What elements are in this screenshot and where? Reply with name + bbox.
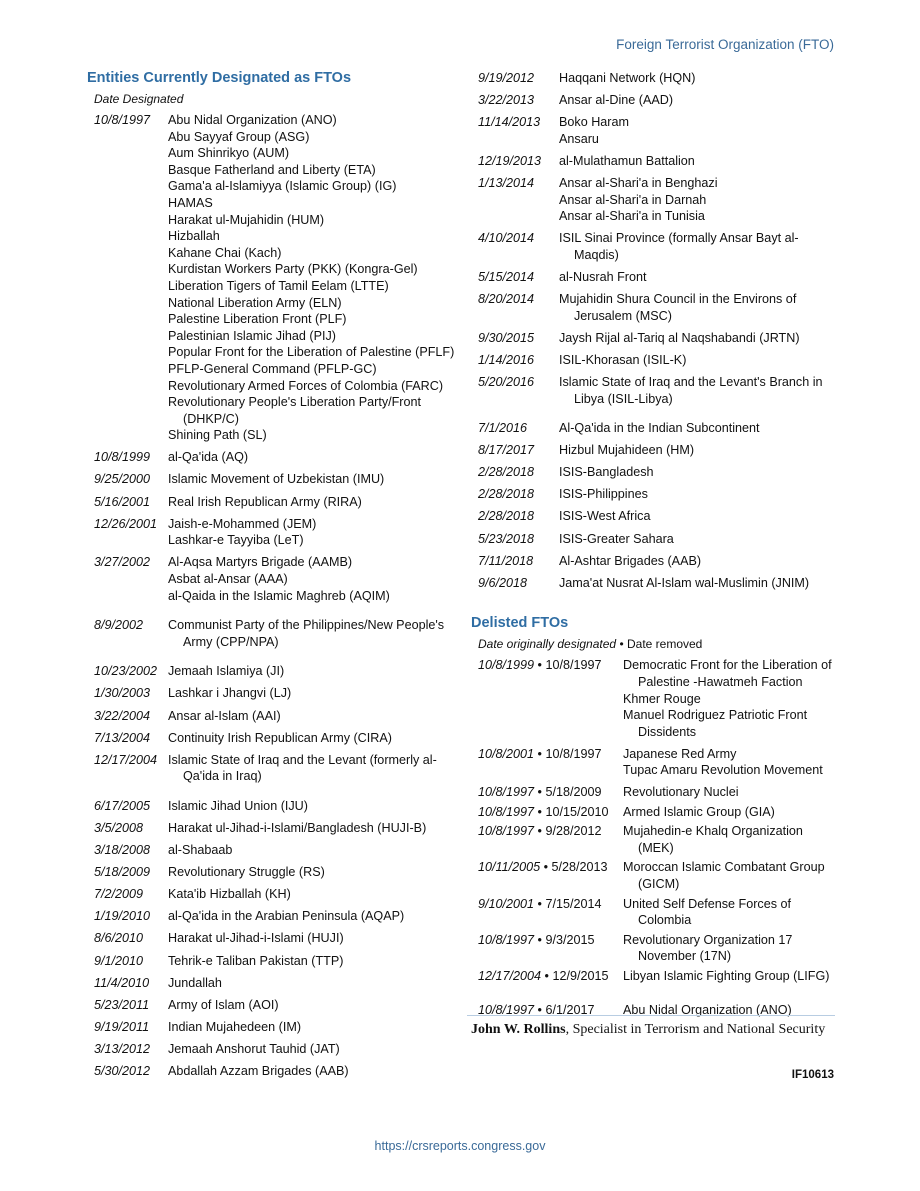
designation-date: 5/16/2001 [94,494,151,509]
delisted-row [471,657,837,740]
fto-names [559,486,837,503]
fto-name: Islamic State of Iraq and the Levant's Branch in Libya (ISIL-Libya) [559,374,823,406]
delisted-fto-heading: Delisted FTOs [471,615,569,632]
delisted-row [471,859,837,892]
fto-name: Ansar al-Islam (AAI) [168,708,281,723]
fto-name: Hizballah [168,229,220,244]
current-fto-left-column [87,70,457,1080]
fto-row [471,486,837,503]
removal-date: • 6/1/2017 [537,1002,595,1017]
fto-names [168,1019,457,1036]
delisted-row [471,932,837,965]
fto-row [87,953,457,970]
fto-row [471,575,837,592]
fto-names [559,352,837,369]
designation-date: 7/2/2009 [94,887,144,902]
fto-row [471,508,837,525]
fto-row [471,230,837,263]
fto-name: Al-Qa'ida in the Indian Subcontinent [559,421,760,436]
fto-names [559,508,837,525]
fto-name: al-Qaida in the Islamic Maghreb (AQIM) [168,588,390,603]
fto-names [559,420,837,437]
fto-name: al-Mulathamun Battalion [559,153,695,168]
delisted-name: Manuel Rodriguez Patriotic Front Dissidents [623,708,808,739]
fto-row [87,516,457,549]
removal-date: • 10/15/2010 [537,804,609,819]
designation-date: 12/17/2004 [94,752,158,767]
fto-row [471,269,837,286]
fto-row [87,930,457,947]
fto-name: Abu Nidal Organization (ANO) [168,113,337,127]
designation-date: 9/19/2012 [478,71,535,85]
delisted-name: Mujahedin-e Khalq Organization (MEK) [623,824,803,855]
current-fto-heading: Entities Currently Designated as FTOs [87,70,352,86]
delisted-dates [471,896,623,929]
fto-row [87,997,457,1014]
fto-name: Abu Sayyaf Group (ASG) [168,129,310,144]
designation-date: 3/22/2013 [478,93,535,108]
fto-names [168,975,457,992]
fto-name: Asbat al-Ansar (AAA) [168,571,288,586]
fto-row [471,92,837,109]
fto-names [168,864,457,881]
running-title: Foreign Terrorist Organization (FTO) [616,37,834,52]
fto-names [559,291,837,324]
fto-row [87,1019,457,1036]
fto-name: ISIS-Philippines [559,487,648,502]
delisted-names [623,968,837,985]
fto-name: Hizbul Mujahideen (HM) [559,443,695,458]
delisted-name: United Self Defense Forces of Colombia [623,896,791,928]
original-designation-date: 10/8/1997 [478,1002,535,1017]
original-designation-date: 10/8/1997 [478,824,535,839]
delisted-dates [471,657,623,740]
designation-date: 7/13/2004 [94,730,151,745]
fto-name: Harakat ul-Jihad-i-Islami/Bangladesh (HUJI-B) [168,820,427,835]
fto-row [471,420,837,437]
fto-name: Islamic Movement of Uzbekistan (IMU) [168,472,385,487]
designation-date: 7/11/2018 [478,553,534,568]
delisted-names [623,859,837,892]
fto-row [87,685,457,702]
delisted-names [623,896,837,929]
fto-name: Harakat ul-Jihad-i-Islami (HUJI) [168,931,344,946]
fto-name: Ansaru [559,131,599,146]
fto-row [87,842,457,859]
fto-row [87,471,457,488]
fto-name: Al-Ashtar Brigades (AAB) [559,553,702,568]
fto-names [559,374,837,407]
fto-name: ISIL Sinai Province (formally Ansar Bayt al-Maqdis) [559,231,799,262]
fto-name: Palestine Liberation Front (PLF) [168,312,347,327]
fto-names [168,997,457,1014]
fto-name: Ansar al-Shari'a in Benghazi [559,175,718,190]
delisted-row [471,746,837,779]
fto-row [471,553,837,570]
fto-names [168,516,457,549]
removal-date: • 5/28/2013 [543,860,608,875]
delisted-dates [471,784,623,801]
fto-name: Kahane Chai (Kach) [168,245,282,260]
designation-date: 2/28/2018 [478,509,535,524]
delisted-names [623,657,837,740]
delisted-dates [471,859,623,892]
removal-date: • 9/28/2012 [537,824,602,839]
current-fto-list-right [471,70,837,591]
fto-name: Army of Islam (AOI) [168,997,279,1012]
designation-date: 8/6/2010 [94,931,144,946]
fto-row [87,820,457,837]
fto-name: Ansar al-Shari'a in Darnah [559,192,707,207]
fto-names [559,553,837,570]
fto-row [471,114,837,147]
designation-date: 8/9/2002 [94,618,144,633]
fto-row [471,442,837,459]
author-name: John W. Rollins [471,1022,566,1037]
original-designation-date: 10/8/1997 [478,932,535,947]
fto-name: HAMAS [168,195,213,210]
original-designation-date: 9/10/2001 [478,896,535,911]
fto-row [471,175,837,225]
fto-name: Revolutionary Armed Forces of Colombia (FARC) [168,378,444,393]
original-designation-date: 10/11/2005 [478,860,541,875]
fto-name: Mujahidin Shura Council in the Environs of Jerusalem (MSC) [559,292,797,323]
delisted-name: Revolutionary Nuclei [623,785,739,799]
fto-name: ISIS-Bangladesh [559,465,654,480]
fto-row [87,494,457,511]
delisted-name: Japanese Red Army [623,746,737,761]
fto-names [168,730,457,747]
fto-name: Indian Mujahedeen (IM) [168,1019,302,1034]
fto-name: Jemaah Anshorut Tauhid (JAT) [168,1041,340,1056]
delisted-names [623,784,837,801]
designation-date: 10/23/2002 [94,664,158,679]
fto-name: Kata'ib Hizballah (KH) [168,887,291,902]
fto-row [87,663,457,680]
fto-names [559,230,837,263]
delisted-names [623,823,837,856]
delisted-name: Khmer Rouge [623,691,701,706]
original-designation-date: 10/8/1997 [478,785,535,799]
removal-date: • 5/18/2009 [537,785,602,799]
fto-name: Jama'at Nusrat Al-Islam wal-Muslimin (JNIM) [559,575,810,590]
fto-name: Revolutionary Struggle (RS) [168,865,325,880]
fto-name: Real Irish Republican Army (RIRA) [168,494,362,509]
fto-name: PFLP-General Command (PFLP-GC) [168,361,377,376]
fto-row [471,531,837,548]
delisted-row [471,804,837,821]
delisted-name: Revolutionary Organization 17 November (17N) [623,932,793,964]
delisted-fto-list [471,657,837,1018]
fto-names [168,494,457,511]
fto-name: Liberation Tigers of Tamil Eelam (LTTE) [168,278,389,293]
fto-name: al-Shabaab [168,843,233,858]
fto-row [87,798,457,815]
fto-row [471,464,837,481]
fto-name: Islamic State of Iraq and the Levant (formerly al-Qa'ida in Iraq) [168,752,437,784]
designation-date: 12/26/2001 [94,516,158,531]
fto-names [168,820,457,837]
fto-name: ISIS-Greater Sahara [559,531,674,546]
designation-date: 1/19/2010 [94,909,151,924]
delisted-dates [471,968,623,985]
fto-name: Popular Front for the Liberation of Palestine (PFLF) [168,345,455,360]
right-column [471,70,837,1018]
designation-date: 10/8/1999 [94,450,151,465]
designation-date: 9/19/2011 [94,1019,150,1034]
author-title: , Specialist in Terrorism and National Security [565,1022,826,1037]
removal-date: • 9/3/2015 [537,932,595,947]
fto-name: al-Qa'ida (AQ) [168,450,249,465]
fto-name: Jemaah Islamiya (JI) [168,664,285,679]
fto-name: Boko Haram [559,115,629,130]
author-divider [467,1015,835,1016]
fto-name: ISIS-West Africa [559,509,651,524]
designation-date: 9/1/2010 [94,953,144,968]
current-fto-list-left [87,112,457,1080]
designation-date: 8/17/2017 [478,443,535,458]
fto-names [168,554,457,604]
fto-row [471,352,837,369]
designation-date: 9/30/2015 [478,330,535,345]
fto-names [559,330,837,347]
delisted-dates [471,804,623,821]
fto-row [87,886,457,903]
fto-name: Aum Shinrikyo (AUM) [168,146,290,161]
fto-name: National Liberation Army (ELN) [168,295,342,310]
original-designation-date: 12/17/2004 [478,968,542,983]
fto-names [168,752,457,785]
fto-names [168,1041,457,1058]
designation-date: 5/23/2018 [478,531,535,546]
designation-date: 7/1/2016 [478,421,528,436]
fto-name: Lashkar i Jhangvi (LJ) [168,686,292,701]
delisted-name: Tupac Amaru Revolution Movement [623,763,823,778]
fto-names [559,269,837,286]
fto-names [559,531,837,548]
designation-date: 8/20/2014 [478,292,535,307]
fto-name: Continuity Irish Republican Army (CIRA) [168,730,392,745]
fto-name: Ansar al-Shari'a in Tunisia [559,209,705,224]
document-id: IF10613 [791,1069,834,1081]
fto-names [168,708,457,725]
designation-date: 11/4/2010 [94,975,150,990]
fto-names [168,930,457,947]
removal-date: • 7/15/2014 [537,896,602,911]
fto-name: Haqqani Network (HQN) [559,71,696,85]
removal-date: • 10/8/1997 [537,746,602,761]
designation-date: 9/6/2018 [478,575,528,590]
fto-names [168,112,457,444]
fto-name: Tehrik-e Taliban Pakistan (TTP) [168,953,344,968]
designation-date: 11/14/2013 [478,115,541,130]
fto-name: Shining Path (SL) [168,428,267,443]
delisted-name: Armed Islamic Group (GIA) [623,804,775,819]
date-removed-label: • Date removed [619,637,703,652]
fto-names [559,114,837,147]
fto-row [87,975,457,992]
designation-date: 1/14/2016 [478,352,535,367]
original-designation-date: 10/8/2001 [478,746,535,761]
fto-names [168,449,457,466]
fto-row [87,617,457,650]
delisted-name: Moroccan Islamic Combatant Group (GICM) [623,860,825,891]
fto-names [168,798,457,815]
fto-names [168,663,457,680]
delisted-names [623,804,837,821]
designation-date: 3/18/2008 [94,843,151,858]
fto-names [168,617,457,650]
fto-names [168,685,457,702]
fto-row [471,153,837,170]
fto-name: Abdallah Azzam Brigades (AAB) [168,1064,349,1078]
fto-name: Gama'a al-Islamiyya (Islamic Group) (IG) [168,179,397,194]
designation-date: 1/13/2014 [478,175,535,190]
fto-row [87,1063,457,1080]
fto-name: Ansar al-Dine (AAD) [559,93,674,108]
designation-date: 5/15/2014 [478,269,535,284]
fto-names [559,153,837,170]
fto-name: Harakat ul-Mujahidin (HUM) [168,212,325,227]
delisted-names [623,932,837,965]
designation-date: 4/10/2014 [478,231,535,246]
fto-name: al-Qa'ida in the Arabian Peninsula (AQAP) [168,909,405,924]
delisted-dates [471,932,623,965]
fto-row [87,1041,457,1058]
fto-row [471,291,837,324]
fto-name: Kurdistan Workers Party (PKK) (Kongra-Gel) [168,262,418,277]
fto-row [471,374,837,407]
designation-date: 5/30/2012 [94,1064,151,1078]
fto-name: ISIL-Khorasan (ISIL-K) [559,352,687,367]
designation-date: 12/19/2013 [478,153,542,168]
designation-date: 2/28/2018 [478,487,535,502]
fto-names [168,886,457,903]
date-designated-label: Date Designated [94,92,184,106]
delisted-name: Democratic Front for the Liberation of Palestine -Hawatmeh Faction [623,658,832,689]
removal-date: • 10/8/1997 [537,658,602,673]
original-designation-date: 10/8/1999 [478,658,535,673]
fto-name: Jaish-e-Mohammed (JEM) [168,516,317,531]
designation-date: 5/20/2016 [478,374,535,389]
fto-row [87,730,457,747]
removal-date: • 12/9/2015 [544,968,609,983]
original-designation-date: 10/8/1997 [478,804,535,819]
fto-names [559,442,837,459]
delisted-row [471,896,837,929]
author-line [471,1021,837,1039]
fto-names [168,471,457,488]
fto-row [87,449,457,466]
fto-names [168,953,457,970]
delisted-name: Abu Nidal Organization (ANO) [623,1002,792,1017]
fto-name: Jaysh Rijal al-Tariq al Naqshabandi (JRTN) [559,330,800,345]
delisted-names [623,746,837,779]
fto-names [559,70,837,87]
designation-date: 3/13/2012 [94,1041,151,1056]
originally-designated-label: Date originally designated [478,637,617,652]
fto-row [87,908,457,925]
designation-date: 10/8/1997 [94,113,151,127]
designation-date: 3/27/2002 [94,555,151,570]
delisted-row [471,823,837,856]
fto-row [87,554,457,604]
fto-name: Al-Aqsa Martyrs Brigade (AAMB) [168,555,353,570]
fto-row [87,112,457,444]
delisted-row [471,968,837,985]
fto-row [471,70,837,87]
designation-date: 1/30/2003 [94,686,151,701]
fto-name: Jundallah [168,975,222,990]
fto-names [168,1063,457,1080]
fto-row [87,864,457,881]
designation-date: 2/28/2018 [478,465,535,480]
fto-row [87,708,457,725]
fto-row [87,752,457,785]
fto-names [559,92,837,109]
designation-date: 6/17/2005 [94,798,151,813]
delisted-name: Libyan Islamic Fighting Group (LIFG) [623,968,830,983]
delisted-dates [471,746,623,779]
footer-url[interactable]: https://crsreports.congress.gov [374,1139,546,1153]
fto-names [559,575,837,592]
fto-row [471,330,837,347]
designation-date: 5/18/2009 [94,865,151,880]
fto-name: Basque Fatherland and Liberty (ETA) [168,162,376,177]
fto-name: Palestinian Islamic Jihad (PIJ) [168,328,336,343]
delisted-row [471,784,837,801]
delisted-dates [471,823,623,856]
fto-name: Lashkar-e Tayyiba (LeT) [168,533,304,548]
fto-name: Communist Party of the Philippines/New People's Army (CPP/NPA) [168,618,445,649]
fto-name: Islamic Jihad Union (IJU) [168,798,308,813]
fto-names [168,842,457,859]
delisted-date-label [478,637,837,651]
fto-names [559,175,837,225]
fto-names [559,464,837,481]
fto-name: Revolutionary People's Liberation Party/Front (DHKP/C) [168,395,422,426]
designation-date: 3/22/2004 [94,708,151,723]
fto-name: al-Nusrah Front [559,269,647,284]
fto-names [168,908,457,925]
designation-date: 3/5/2008 [94,820,144,835]
designation-date: 9/25/2000 [94,472,151,487]
designation-date: 5/23/2011 [94,997,150,1012]
